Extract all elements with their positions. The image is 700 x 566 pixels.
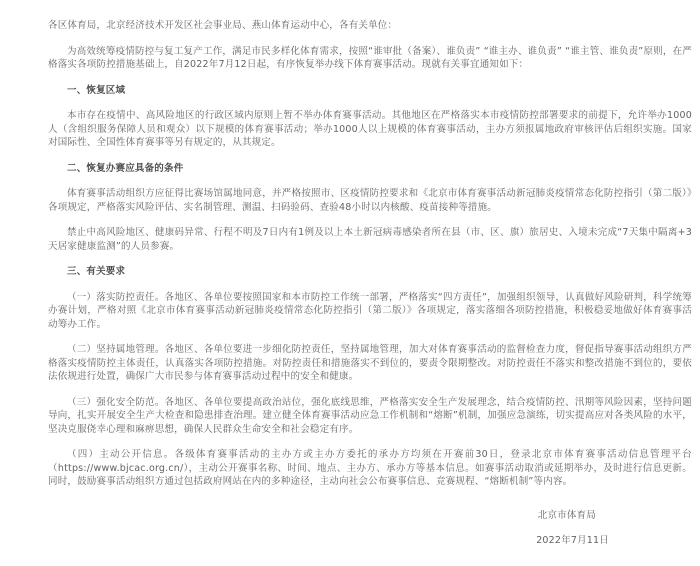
signature-block — [48, 509, 692, 548]
section-heading-recovery-area: 一、恢复区域 — [67, 84, 126, 96]
signature-date: 2022年7月11日 — [536, 535, 609, 546]
section-paragraph: （三）强化安全防范。各地区、各单位要提高政治站位，强化底线思维，严格落实安全生产发展理念，结合疫情防控、汛期等风险因素，坚持问题导向，扎实开展安全生产大检查和隐患排查治理。建立健全体育赛事活动应急工作机制和“熔断”机制，加强应急演练，切实提高应对各类风险的水平，坚决克服侥幸心理和麻痹思想，确保人民群众生命安全和社会稳定有序。 — [48, 396, 692, 435]
signature-issuer: 北京市体育局 — [537, 509, 596, 521]
section-paragraph: （一）落实防控责任。各地区、各单位要按照国家和本市防控工作统一部署，严格落实“四方责任”，加强组织领导，认真做好风险研判，科学统筹办赛计划，严格对照《北京市体育赛事活动新冠肺炎疫情常态化防控指引（第二版）》各项规定，落实落细各项防控措施，积极稳妥地做好体育赛事活动筹办工作。 — [48, 291, 692, 330]
section-heading-conditions: 二、恢复办赛应具备的条件 — [67, 162, 184, 174]
section-paragraph: 体育赛事活动组织方应征得比赛场馆属地同意，并严格按照市、区疫情防控要求和《北京市体育赛事活动新冠肺炎疫情常态化防控指引（第二版）》各项规定，严格落实风险评估、实名制管理、测温、扫码验码、查验48小时以内核酸、疫苗接种等措施。 — [48, 188, 692, 213]
section-paragraph: 禁止中高风险地区、健康码异常、行程不明及7日内有1例及以上本土新冠病毒感染者所在县（市、区、旗）旅居史、入境未完成“7天集中隔离+3天居家健康监测”的人员参赛。 — [48, 227, 692, 252]
section-paragraph: （二）坚持属地管理。各地区、各单位要进一步细化防控责任，坚持属地管理，加大对体育赛事活动的监督检查力度，督促指导赛事活动组织方严格落实疫情防控主体责任，认真落实各项防控措施。对防控责任和措施落实不到位的，要责令限期整改。对防控责任不落实和整改措施不到位的，要依法依规进行处置，确保广大市民参与体育赛事活动过程中的安全和健康。 — [48, 344, 692, 382]
section-paragraph: （四）主动公开信息。各级体育赛事活动的主办方或主办方委托的承办方均须在开赛前30日，登录北京市体育赛事活动信息管理平台（https://www.bjcac.org.cn/），主动公开赛事名称、时间、地点、主办方、承办方等基本信息。如赛事活动取消或延期举办，及时进行信息更新。同时，鼓励赛事活动组织方通过包括政府网站在内的多种途径，主动向社会公布赛事信息、竞赛规程、“熔断机制”等内容。 — [48, 449, 692, 487]
section-paragraph: 本市存在疫情中、高风险地区的行政区域内原则上暂不举办体育赛事活动。其他地区在严格落实本市疫情防控部署要求的前提下，允许举办1000人（含组织服务保障人员和观众）以下规模的体育赛事活动；举办1000人以上规模的体育赛事活动，主办方须报属地政府审核评估后组织实施。国家对国际性、全国性体育赛事等另有规定的，从其规定。 — [48, 110, 692, 148]
intro-paragraph: 为高效统筹疫情防控与复工复产工作，满足市民多样化体育需求，按照“谁审批（备案）、谁负责” “谁主办、谁负责” “谁主管、谁负责”原则，在严格落实各项防控措施基础上，自2022年7月12日起，有序恢复举办线下体育赛事活动。现就有关事宜通知如下： — [48, 45, 692, 70]
salutation-line: 各区体育局，北京经济技术开发区社会事业局、燕山体育运动中心，各有关单位： — [48, 20, 398, 31]
section-heading-requirements: 三、有关要求 — [67, 266, 126, 277]
